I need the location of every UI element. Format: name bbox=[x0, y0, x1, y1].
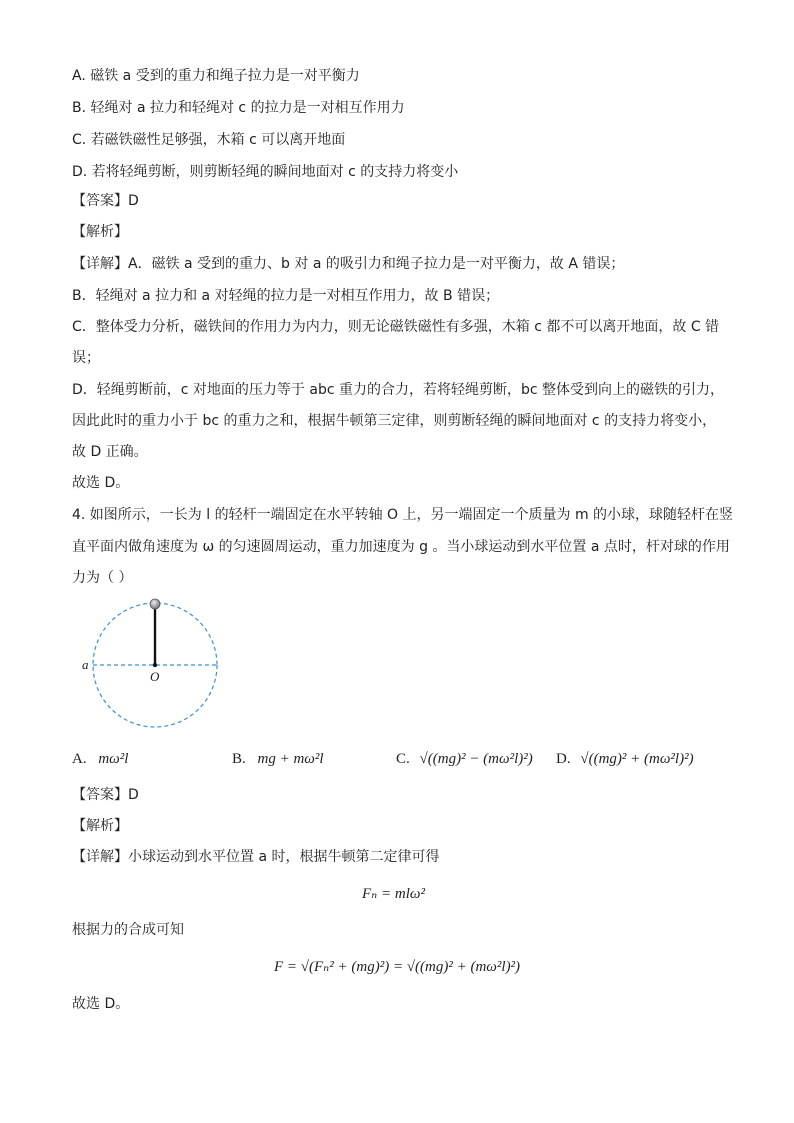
q3-detail-d-line3: 故 D 正确。 bbox=[72, 444, 148, 460]
q4-analysis-heading: 【解析】 bbox=[72, 818, 128, 834]
pivot-point bbox=[153, 663, 157, 667]
q4-answer: 【答案】D bbox=[72, 787, 139, 803]
q4-option-d-letter: D. bbox=[556, 751, 571, 767]
ball bbox=[150, 599, 160, 609]
q3-option-a: A. 磁铁 a 受到的重力和绳子拉力是一对平衡力 bbox=[72, 68, 360, 84]
q4-option-b bbox=[232, 749, 324, 769]
q4-option-c-expr: √((mg)² − (mω²l)²) bbox=[419, 751, 533, 767]
q4-stem-line2: 直平面内做角速度为 ω 的匀速圆周运动，重力加速度为 g 。当小球运动到水平位置 a 点时，杆对球的作用 bbox=[72, 539, 730, 555]
q4-detail: 【详解】小球运动到水平位置 a 时，根据牛顿第二定律可得 bbox=[72, 849, 440, 865]
circular-motion-figure bbox=[80, 596, 230, 736]
label-point-a: a bbox=[82, 657, 89, 672]
q4-bridge: 根据力的合成可知 bbox=[72, 922, 184, 938]
q3-detail-d-line1: D．轻绳剪断前，c 对地面的压力等于 abc 重力的合力，若将轻绳剪断，bc 整体受到向上的磁铁的引力， bbox=[72, 382, 725, 398]
q4-option-b-expr: mg + mω²l bbox=[257, 751, 324, 767]
q4-conclusion: 故选 D。 bbox=[72, 996, 130, 1012]
q3-detail-b: B．轻绳对 a 拉力和 a 对轻绳的拉力是一对相互作用力，故 B 错误； bbox=[72, 288, 500, 304]
q3-answer: 【答案】D bbox=[72, 193, 139, 209]
q4-stem-line3: 力为（ ） bbox=[72, 570, 133, 586]
q4-option-c-letter: C. bbox=[396, 751, 410, 767]
q3-analysis-heading: 【解析】 bbox=[72, 224, 128, 240]
q4-option-a-expr: mω²l bbox=[98, 751, 129, 767]
q3-detail-a: 【详解】A．磁铁 a 受到的重力、b 对 a 的吸引力和绳子拉力是一对平衡力，故 A 错误； bbox=[72, 256, 625, 272]
equation-resultant: F = √(Fₙ² + (mg)²) = √((mg)² + (mω²l)²) bbox=[274, 959, 521, 975]
equation-centripetal: Fₙ = mlω² bbox=[362, 886, 425, 902]
q4-option-d-expr: √((mg)² + (mω²l)²) bbox=[580, 751, 694, 767]
q4-stem-line1: 4. 如图所示，一长为 l 的轻杆一端固定在水平转轴 O 上，另一端固定一个质量为 m 的小球，球随轻杆在竖 bbox=[72, 507, 734, 523]
label-axis-o: O bbox=[150, 669, 160, 684]
q3-detail-d-line2: 因此此时的重力小于 bc 的重力之和，根据牛顿第三定律，则剪断轻绳的瞬间地面对 c 的支持力将变小， bbox=[72, 413, 717, 429]
q3-option-d: D. 若将轻绳剪断，则剪断轻绳的瞬间地面对 c 的支持力将变小 bbox=[72, 164, 459, 180]
q4-option-d bbox=[556, 749, 694, 769]
q4-option-a bbox=[72, 749, 128, 769]
q3-detail-c-line1: C．整体受力分析，磁铁间的作用力为内力，则无论磁铁磁性有多强，木箱 c 都不可以离开地面，故 C 错 bbox=[72, 319, 720, 335]
q3-conclusion: 故选 D。 bbox=[72, 475, 130, 491]
q3-option-c: C. 若磁铁磁性足够强，木箱 c 可以离开地面 bbox=[72, 132, 346, 148]
q4-option-a-letter: A. bbox=[72, 751, 87, 767]
q3-detail-c-line2: 误； bbox=[72, 350, 100, 366]
q3-option-b: B. 轻绳对 a 拉力和轻绳对 c 的拉力是一对相互作用力 bbox=[72, 100, 405, 116]
q4-option-c bbox=[396, 749, 533, 769]
q4-option-b-letter: B. bbox=[232, 751, 246, 767]
